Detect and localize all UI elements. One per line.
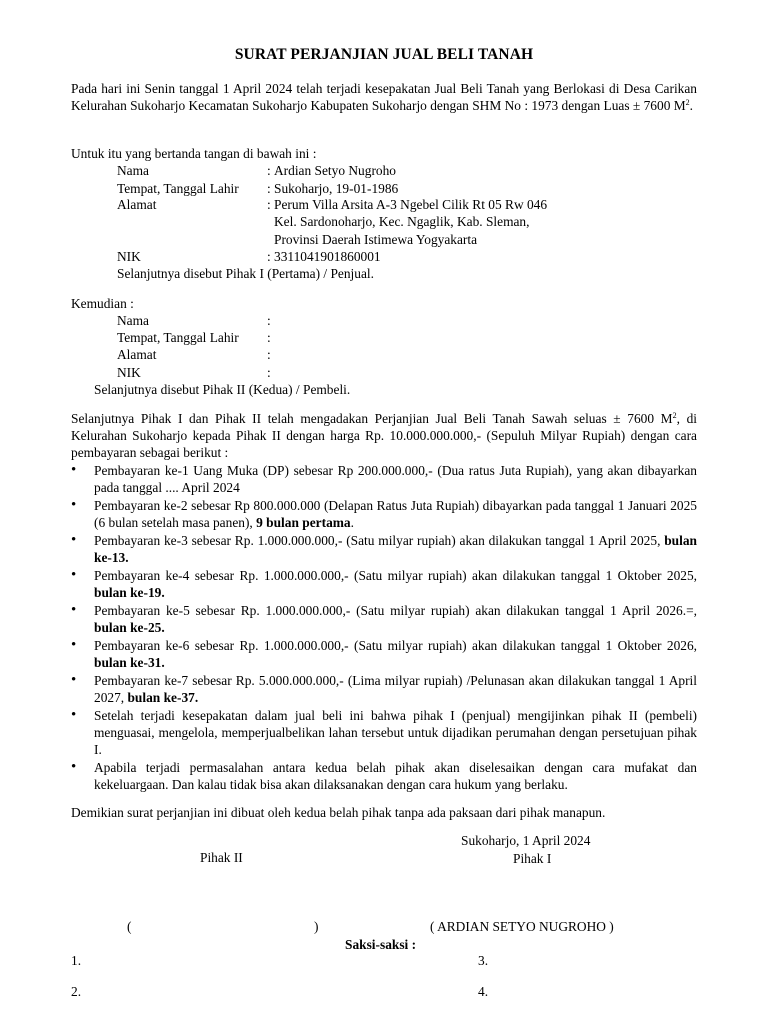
witness-number: 3. (478, 953, 489, 968)
party2-label-nik: NIK (117, 365, 141, 380)
document-title: SURAT PERJANJIAN JUAL BELI TANAH (234, 46, 534, 63)
party2-label-alamat: Alamat (117, 347, 157, 362)
party2-label-nama: Nama (117, 313, 149, 328)
party2-signature-label: Pihak II (200, 850, 243, 865)
party1-signature-label: Pihak I (513, 851, 552, 866)
bullet-icon: • (71, 462, 77, 478)
party1-heading: Untuk itu yang bertanda tangan di bawah ini : (71, 146, 317, 161)
party2-heading: Kemudian : (71, 296, 134, 311)
witness-number: 1. (71, 953, 82, 968)
list-item: • Pembayaran ke-1 Uang Muka (DP) sebesar Rp 200.000.000,- (Dua ratus Juta Rupiah), yang akan dibayarkan pada tanggal .... April 2024 (71, 462, 697, 495)
bullet-icon: • (71, 567, 77, 583)
plus-minus-symbol: ± (613, 411, 621, 426)
party1-value-alamat-line3: Provinsi Daerah Istimewa Yogyakarta (274, 232, 478, 247)
list-item: • Apabila terjadi permasalahan antara kedua belah pihak akan diselesaikan dengan cara mufakat dan kekeluargaan. Dan kalau tidak bisa akan dilaksanakan dengan cara hukum yang berlaku. (71, 759, 697, 792)
party2-note: Selanjutnya disebut Pihak II (Kedua) / Pembeli. (94, 382, 351, 397)
party1-value-alamat-line2: Kel. Sardonoharjo, Kec. Ngaglik, Kab. Sleman, (274, 214, 530, 229)
list-item: • Pembayaran ke-3 sebesar Rp. 1.000.000.000,- (Satu milyar rupiah) akan dilakukan tanggal 1 April 2025, bulan ke-13. (71, 532, 697, 565)
party1-value-ttl: Sukoharjo, 19-01-1986 (274, 181, 399, 196)
list-item: • Pembayaran ke-4 sebesar Rp. 1.000.000.000,- (Satu milyar rupiah) akan dilakukan tanggal 1 Oktober 2025, bulan ke-19. (71, 567, 697, 600)
party2-name-close-paren: ) (314, 919, 319, 934)
party1-signature-name: ( ARDIAN SETYO NUGROHO ) (430, 919, 614, 934)
witness-number: 2. (71, 984, 82, 999)
list-item: • Pembayaran ke-2 sebesar Rp 800.000.000 (Delapan Ratus Juta Rupiah) dibayarkan pada tanggal 1 Januari 2025 (6 bulan setelah masa panen), 9 bulan pertama. (71, 497, 697, 530)
bullet-icon: • (71, 672, 77, 688)
bullet-icon: • (71, 707, 77, 723)
party1-value-nik: 3311041901860001 (274, 249, 381, 264)
bullet-icon: • (71, 759, 77, 775)
list-item: • Setelah terjadi kesepakatan dalam jual beli ini bahwa pihak I (penjual) mengijinkan pihak II (pembeli) menguasai, mengelola, memperjualbelikan lahan tersebut untuk dijadikan perumahan dengan persetujuan pihak I. (71, 707, 697, 757)
payment-list (71, 462, 697, 794)
agreement-paragraph: Selanjutnya Pihak I dan Pihak II telah mengadakan Perjanjian Jual Beli Tanah Sawah seluas ± 7600 $M^2$, di Kelurahan Sukoharjo kepada Pihak II dengan harga Rp. 10.000.000.000,- (Sepuluh Milyar Rupiah) dengan cara pembayaran sebagai berikut : (71, 411, 697, 460)
party2-colon: : (267, 365, 271, 380)
plus-minus-symbol: ± (632, 98, 641, 113)
party2-label-ttl: Tempat, Tanggal Lahir (117, 330, 239, 345)
party2-colon: : (267, 330, 271, 345)
party2-colon: : (267, 313, 271, 328)
party1-note: Selanjutnya disebut Pihak I (Pertama) / Penjual. (117, 266, 374, 281)
party1-colon: : (267, 249, 271, 264)
list-item: • Pembayaran ke-7 sebesar Rp. 5.000.000.000,- (Lima milyar rupiah) /Pelunasan akan dilakukan tanggal 1 April 2027, bulan ke-37. (71, 672, 697, 705)
place-date: Sukoharjo, 1 April 2024 (461, 833, 591, 848)
witness-heading: Saksi-saksi : (345, 937, 417, 952)
party2-name-open-paren: ( (127, 919, 132, 934)
party1-label-nama: Nama (117, 163, 149, 178)
bullet-icon: • (71, 637, 77, 653)
witness-number: 4. (478, 984, 489, 999)
closing-statement: Demikian surat perjanjian ini dibuat oleh kedua belah pihak tanpa ada paksaan dari pihak manapun. (71, 805, 606, 820)
party1-label-alamat: Alamat (117, 197, 157, 212)
party1-colon: : (267, 181, 271, 196)
party1-value-nama: Ardian Setyo Nugroho (274, 163, 396, 178)
party1-value-alamat: Perum Villa Arsita A-3 Ngebel Cilik Rt 05 Rw 046 (274, 197, 548, 212)
bullet-icon: • (71, 602, 77, 618)
bullet-icon: • (71, 497, 77, 513)
list-item: • Pembayaran ke-6 sebesar Rp. 1.000.000.000,- (Satu milyar rupiah) akan dilakukan tanggal 1 Oktober 2026, bulan ke-31. (71, 637, 697, 670)
party2-colon: : (267, 347, 271, 362)
list-item: • Pembayaran ke-5 sebesar Rp. 1.000.000.000,- (Satu milyar rupiah) akan dilakukan tanggal 1 April 2026.=, bulan ke-25. (71, 602, 697, 635)
party1-colon: : (267, 197, 271, 212)
party1-label-ttl: Tempat, Tanggal Lahir (117, 181, 239, 196)
intro-paragraph: Pada hari ini Senin tanggal 1 April 2024 telah terjadi kesepakatan Jual Beli Tanah yang Berlokasi di Desa Carikan Kelurahan Sukoharjo Kecamatan Sukoharjo Kabupaten Sukoharjo dengan SHM No : 1973 dengan Luas ± 7600 $M^2$. (71, 81, 697, 113)
bullet-icon: • (71, 532, 77, 548)
party1-colon: : (267, 163, 271, 178)
party1-label-nik: NIK (117, 249, 141, 264)
